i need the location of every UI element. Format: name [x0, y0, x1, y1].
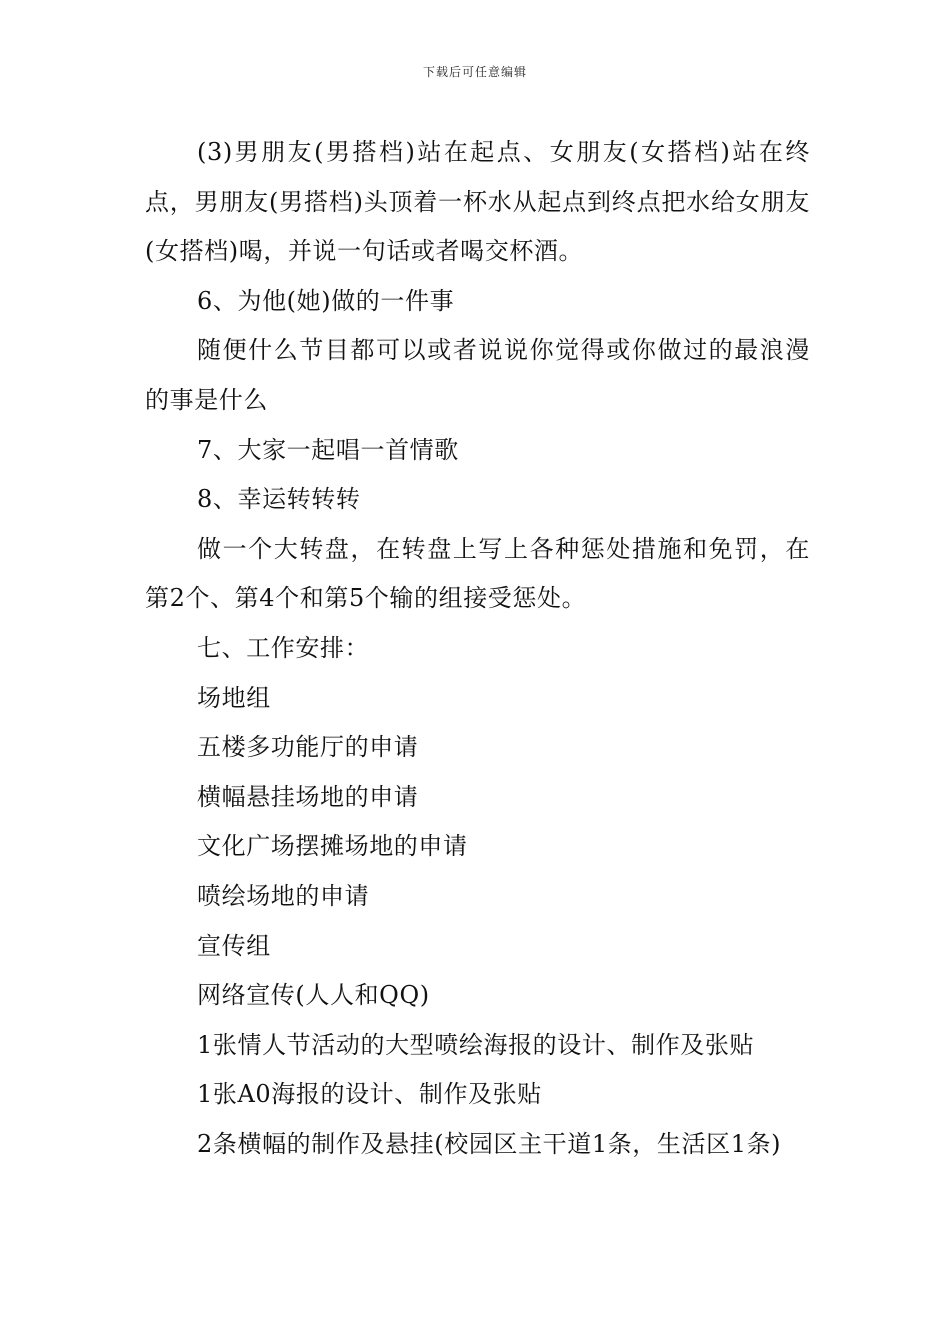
paragraph-publicity-item: 网络宣传(人人和QQ) [197, 981, 430, 1010]
paragraph-couple-water-relay: (3)男朋友(男搭档)站在起点、女朋友(女搭档)站在终点，男朋友(男搭档)头顶着一杯水从起点到终点把水给女朋友(女搭档)喝，并说一句话或者喝交杯酒。 [145, 138, 810, 266]
paragraph-venue-item: 文化广场摆摊场地的申请 [197, 832, 468, 861]
document-body [145, 128, 810, 1169]
paragraph-item-8-title: 8、幸运转转转 [197, 485, 361, 514]
page-header: 下载后可任意编辑 [422, 65, 527, 79]
paragraph-publicity-item: 2条横幅的制作及悬挂(校园区主干道1条，生活区1条) [197, 1129, 782, 1158]
paragraph-publicity-item: 1张A0海报的设计、制作及张贴 [197, 1080, 542, 1109]
paragraph-venue-item: 喷绘场地的申请 [197, 881, 370, 910]
paragraph-item-8-desc: 做一个大转盘，在转盘上写上各种惩处措施和免罚，在第2个、第4个和第5个输的组接受惩处。 [145, 534, 810, 613]
paragraph-item-6-title: 6、为他(她)做的一件事 [197, 286, 455, 315]
paragraph-publicity-group: 宣传组 [197, 931, 271, 960]
section-heading-work-arrangement: 七、工作安排： [197, 633, 370, 662]
paragraph-publicity-item: 1张情人节活动的大型喷绘海报的设计、制作及张贴 [197, 1030, 755, 1059]
paragraph-venue-item: 横幅悬挂场地的申请 [197, 782, 419, 811]
paragraph-venue-group: 场地组 [197, 683, 271, 712]
paragraph-item-7-title: 7、大家一起唱一首情歌 [197, 435, 459, 464]
paragraph-item-6-desc: 随便什么节目都可以或者说说你觉得或你做过的最浪漫的事是什么 [145, 336, 810, 414]
paragraph-venue-item: 五楼多功能厅的申请 [197, 733, 419, 762]
